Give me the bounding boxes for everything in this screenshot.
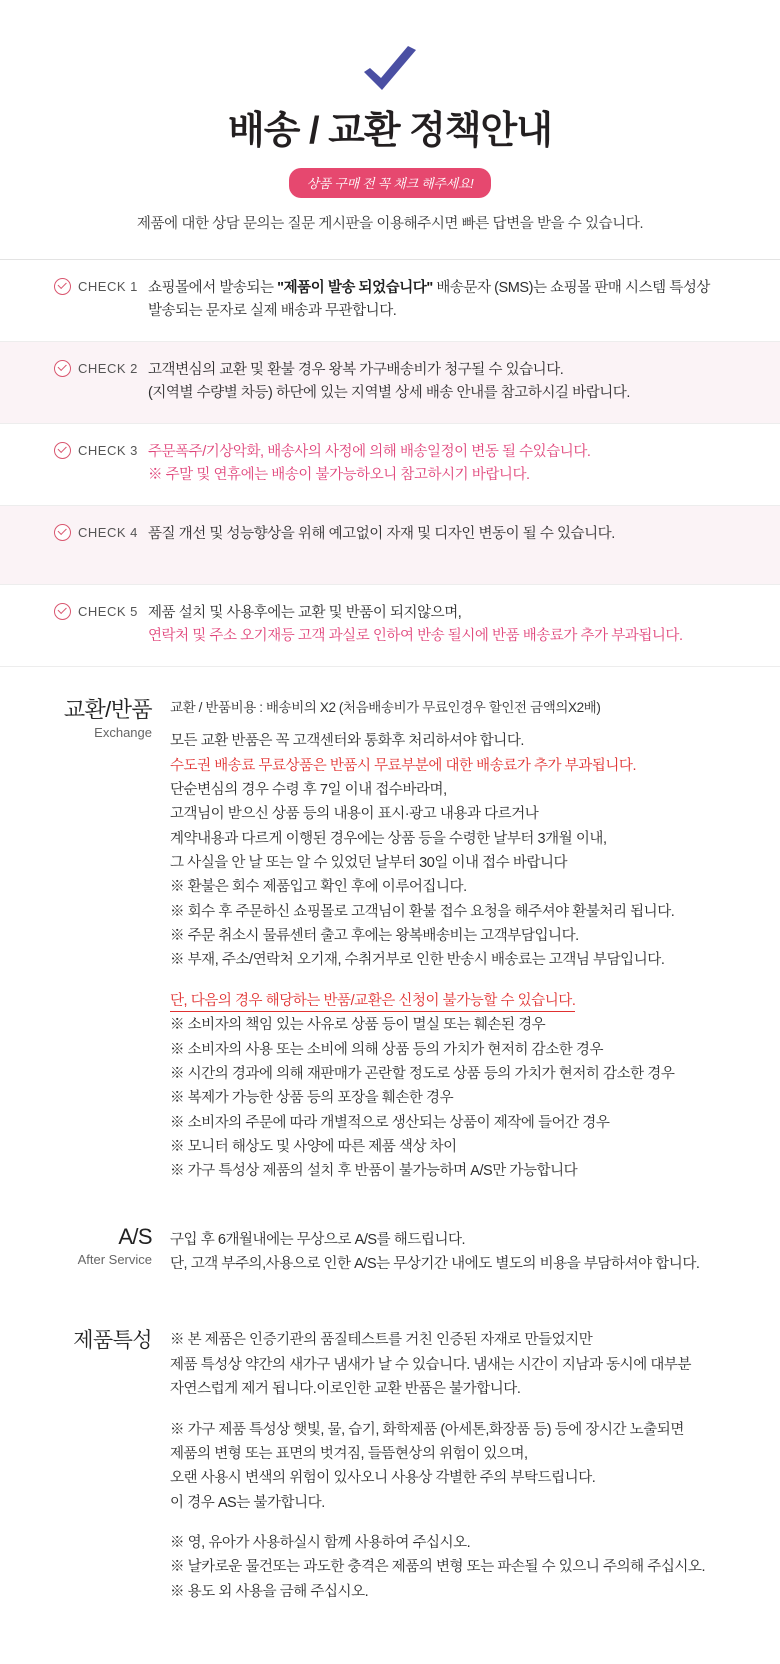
check-line: 품질 개선 및 성능향상을 위해 예고없이 자재 및 디자인 변동이 될 수 있습니다. — [148, 525, 615, 542]
feature-line: 자연스럽게 제거 됩니다.이로인한 교환 반품은 불가합니다. — [170, 1381, 521, 1398]
check-text — [148, 359, 780, 406]
exchange-warning-line: ※ 소비자의 주문에 따라 개별적으로 생산되는 상품이 제작에 들어간 경우 — [170, 1114, 610, 1131]
page-header — [0, 0, 780, 259]
features-body — [170, 1328, 780, 1604]
check-row — [0, 506, 780, 585]
exchange-body — [170, 697, 780, 1184]
check-text — [148, 602, 780, 649]
exchange-warning-line: ※ 시간의 경과에 의해 재판매가 곤란할 정도로 상품 등의 가치가 현저히 감소한 경우 — [170, 1065, 675, 1082]
check-emphasis: "제품이 발송 되었습니다" — [277, 279, 433, 296]
exchange-line: 고객님이 받으신 상품 등의 내용이 표시·광고 내용과 다르거나 — [170, 806, 539, 823]
check-label-group — [0, 359, 148, 377]
exchange-warning-line: ※ 소비자의 책임 있는 사유로 상품 등이 멸실 또는 훼손된 경우 — [170, 1017, 546, 1034]
check-label: CHECK 3 — [78, 442, 138, 458]
check-label-group — [0, 523, 148, 541]
feature-line: 제품의 변형 또는 표면의 벗겨짐, 들뜸현상의 위험이 있으며, — [170, 1445, 528, 1462]
check-line: 발송되는 문자로 실제 배송과 무관합니다. — [148, 303, 397, 320]
check-line: 제품 설치 및 사용후에는 교환 및 반품이 되지않으며, — [148, 604, 462, 621]
exchange-label — [0, 697, 170, 740]
exchange-warning-line: ※ 모니터 해상도 및 사양에 따른 제품 색상 차이 — [170, 1138, 457, 1155]
feature-line: ※ 가구 제품 특성상 햇빛, 물, 습기, 화학제품 (아세톤,화장품 등) 등에 장시간 노출되면 — [170, 1421, 684, 1438]
exchange-line: 단순변심의 경우 수령 후 7일 이내 접수바라며, — [170, 781, 447, 798]
exchange-label-en: Exchange — [94, 724, 152, 740]
check-line: 연락처 및 주소 오기재등 고객 과실로 인하여 반송 될시에 반품 배송료가 추가 부과됩니다. — [148, 628, 683, 645]
check-list — [0, 259, 780, 667]
check-text: 쇼핑몰에서 발송되는 "제품이 발송 되었습니다" 배송문자 (SMS)는 쇼핑몰 판매 시스템 특성상 발송되는 문자로 실제 배송과 무관합니다. — [148, 277, 780, 324]
as-line: 단, 고객 부주의,사용으로 인한 A/S는 무상기간 내에도 별도의 비용을 부담하셔야 합니다. — [170, 1256, 700, 1273]
check-row — [0, 342, 780, 424]
exchange-line: 모든 교환 반품은 꼭 고객센터와 통화후 처리하셔야 합니다. — [170, 733, 524, 750]
header-pill: 상품 구매 전 꼭 채크 해주세요! — [289, 168, 492, 198]
check-label: CHECK 2 — [78, 360, 138, 376]
check-label: CHECK 5 — [78, 603, 138, 619]
header-description: 제품에 대한 상담 문의는 질문 게시판을 이용해주시면 빠른 답변을 받을 수 있습니다. — [136, 215, 644, 232]
check-label: CHECK 1 — [78, 278, 138, 294]
check-row — [0, 424, 780, 506]
check-label-group — [0, 277, 148, 295]
check-circle-icon — [54, 278, 71, 295]
check-row — [0, 585, 780, 667]
as-body — [170, 1224, 780, 1277]
check-circle-icon — [54, 442, 71, 459]
spacer — [170, 1515, 754, 1531]
exchange-line: ※ 부재, 주소/연락처 오기재, 수취거부로 인한 반송시 배송료는 고객님 부담입니다. — [170, 952, 665, 969]
exchange-line: ※ 주문 취소시 물류센터 출고 후에는 왕복배송비는 고객부담입니다. — [170, 928, 579, 945]
check-text — [148, 441, 780, 488]
check-line: (지역별 수량별 차등) 하단에 있는 지역별 상세 배송 안내를 참고하시길 바랍니다. — [148, 385, 630, 402]
check-label-group — [0, 441, 148, 459]
as-label — [0, 1224, 170, 1267]
spacer — [170, 973, 754, 989]
exchange-warning-line: ※ 소비자의 사용 또는 소비에 의해 상품 등의 가치가 현저히 감소한 경우 — [170, 1041, 604, 1058]
exchange-section — [0, 667, 780, 1184]
check-text — [148, 523, 780, 546]
features-section — [0, 1276, 780, 1664]
check-row — [0, 260, 780, 342]
check-label: CHECK 4 — [78, 524, 138, 540]
exchange-line: ※ 환불은 회수 제품입고 확인 후에 이루어집니다. — [170, 879, 467, 896]
check-mark-icon — [358, 46, 422, 100]
feature-line: ※ 날카로운 물건또는 과도한 충격은 제품의 변형 또는 파손될 수 있으니 주의해 주십시오. — [170, 1559, 706, 1576]
feature-line: ※ 용도 외 사용을 금해 주십시오. — [170, 1583, 369, 1600]
as-label-en: After Service — [77, 1252, 152, 1268]
features-label — [0, 1328, 170, 1353]
check-line: 주문폭주/기상악화, 배송사의 사정에 의해 배송일정이 변동 될 수있습니다. — [148, 443, 591, 460]
as-label-ko: A/S — [118, 1223, 152, 1249]
feature-line: ※ 본 제품은 인증기관의 품질테스트를 거친 인증된 자재로 만들었지만 — [170, 1332, 593, 1349]
check-circle-icon — [54, 360, 71, 377]
features-label-ko: 제품특성 — [73, 1329, 152, 1353]
exchange-line: ※ 회수 후 주문하신 쇼핑몰로 고객님이 환불 접수 요청을 해주셔야 환불처리 됩니다. — [170, 903, 675, 920]
feature-line: 오랜 사용시 변색의 위험이 있사오니 사용상 각별한 주의 부탁드립니다. — [170, 1470, 596, 1487]
exchange-warning-line: ※ 복제가 가능한 상품 등의 포장을 훼손한 경우 — [170, 1090, 454, 1107]
as-section — [0, 1184, 780, 1277]
exchange-fee-note: 교환 / 반품비용 : 배송비의 X2 (처음배송비가 무료인경우 할인전 금액의X2배) — [170, 699, 601, 715]
spacer — [170, 1402, 754, 1418]
check-line: 고객변심의 교환 및 환불 경우 왕복 가구배송비가 청구될 수 있습니다. — [148, 361, 564, 378]
exchange-line: 계약내용과 다르게 이행된 경우에는 상품 등을 수령한 날부터 3개월 이내, — [170, 830, 607, 847]
exchange-warning-title: 단, 다음의 경우 해당하는 반품/교환은 신청이 불가능할 수 있습니다. — [170, 991, 575, 1012]
check-circle-icon — [54, 603, 71, 620]
exchange-warning-line: ※ 가구 특성상 제품의 설치 후 반품이 불가능하며 A/S만 가능합니다 — [170, 1163, 578, 1180]
check-label-group — [0, 602, 148, 620]
page-title: 배송 / 교환 정책안내 — [228, 110, 552, 152]
feature-line: 제품 특성상 약간의 새가구 냄새가 날 수 있습니다. 냄새는 시간이 지남과 동시에 대부분 — [170, 1356, 692, 1373]
exchange-line: 수도권 배송료 무료상품은 반품시 무료부분에 대한 배송료가 추가 부과됩니다. — [170, 757, 637, 774]
exchange-line: 그 사실을 안 날 또는 알 수 있었던 날부터 30일 이내 접수 바랍니다 — [170, 855, 568, 872]
feature-line: ※ 영, 유아가 사용하실시 함께 사용하여 주십시오. — [170, 1534, 471, 1551]
as-line: 구입 후 6개월내에는 무상으로 A/S를 해드립니다. — [170, 1231, 466, 1248]
check-circle-icon — [54, 524, 71, 541]
exchange-label-ko: 교환/반품 — [63, 696, 152, 722]
feature-line: 이 경우 AS는 불가합니다. — [170, 1494, 325, 1511]
check-line: ※ 주말 및 연휴에는 배송이 불가능하오니 참고하시기 바랍니다. — [148, 467, 530, 484]
